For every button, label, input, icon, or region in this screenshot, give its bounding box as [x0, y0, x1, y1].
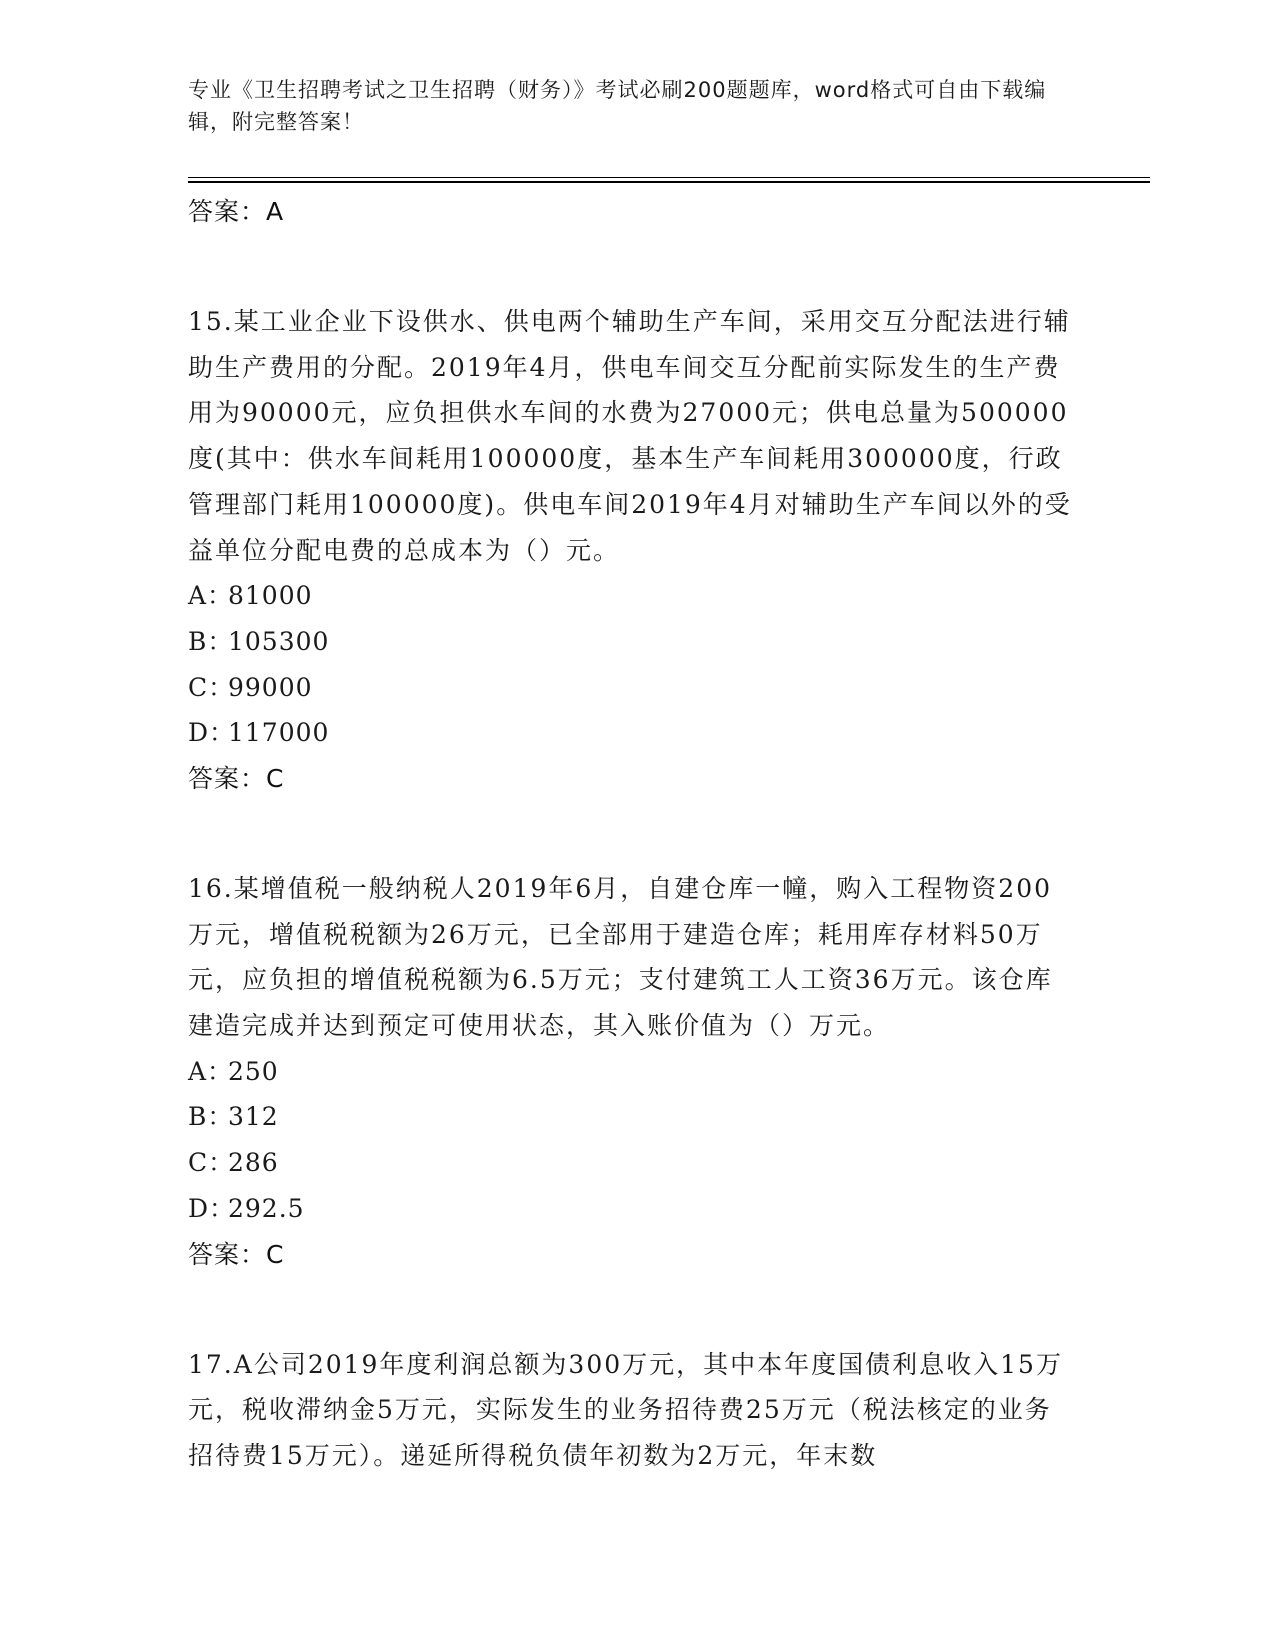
option-value: 99000: [228, 672, 313, 702]
option-b: [188, 619, 1078, 665]
option-value: 105300: [228, 626, 330, 656]
question-text: 17.A公司2019年度利润总额为300万元，其中本年度国债利息收入15万元，税收滞纳金5万元，实际发生的业务招待费25万元（税法核定的业务招待费15万元）。递延所得税负债年初数为2万元，年末数: [188, 1349, 1063, 1470]
question-block: [188, 866, 1078, 1278]
option-value: 286: [228, 1148, 279, 1178]
option-c: [188, 665, 1078, 711]
page-header: 专业《卫生招聘考试之卫生招聘（财务）》考试必刷200题题库，word格式可自由下载编辑，附完整答案！: [188, 78, 1047, 134]
option-letter: B：: [188, 1102, 234, 1132]
header-rule-thick: [188, 181, 1150, 183]
question-block: [188, 299, 1078, 802]
option-letter: B：: [188, 626, 234, 656]
option-value: 250: [228, 1056, 279, 1086]
option-letter: A：: [188, 581, 234, 611]
option-letter: D：: [188, 1193, 236, 1223]
option-d: [188, 710, 1078, 756]
answer-line: 答案：C: [188, 1239, 285, 1269]
option-letter: C：: [188, 1148, 235, 1178]
option-letter: A：: [188, 1056, 234, 1086]
option-value: 312: [228, 1102, 279, 1132]
option-letter: D：: [188, 718, 236, 748]
option-b: [188, 1094, 1078, 1140]
option-a: [188, 573, 1078, 619]
option-a: [188, 1049, 1078, 1095]
header-rule-thin: [188, 177, 1150, 178]
option-c: [188, 1140, 1078, 1186]
question-text: 15.某工业企业下设供水、供电两个辅助生产车间，采用交互分配法进行辅助生产费用的分配。2019年4月，供电车间交互分配前实际发生的生产费用为90000元，应负担供水车间的水费为27000元；供电总量为500000度(其中：供水车间耗用100000度，基本生产车间耗用300000度，行政管理部门耗用100000度)。供电车间2019年4月对辅助生产车间以外的受益单位分配电费的总成本为（）元。: [188, 307, 1072, 565]
option-letter: C：: [188, 672, 235, 702]
answer-line: 答案：A: [188, 197, 285, 226]
option-value: 81000: [228, 581, 313, 611]
question-text: 16.某增值税一般纳税人2019年6月，自建仓库一幢，购入工程物资200万元，增值税税额为26万元，已全部用于建造仓库；耗用库存材料50万元，应负担的增值税税额为6.5万元；支付建筑工人工资36万元。该仓库建造完成并达到预定可使用状态，其入账价值为（）万元。: [188, 873, 1053, 1041]
answer-line: 答案：C: [188, 763, 285, 793]
question-block: [188, 1342, 1078, 1479]
option-value: 117000: [228, 718, 330, 748]
document-body: [188, 189, 1078, 1479]
option-value: 292.5: [228, 1193, 305, 1223]
option-d: [188, 1186, 1078, 1232]
